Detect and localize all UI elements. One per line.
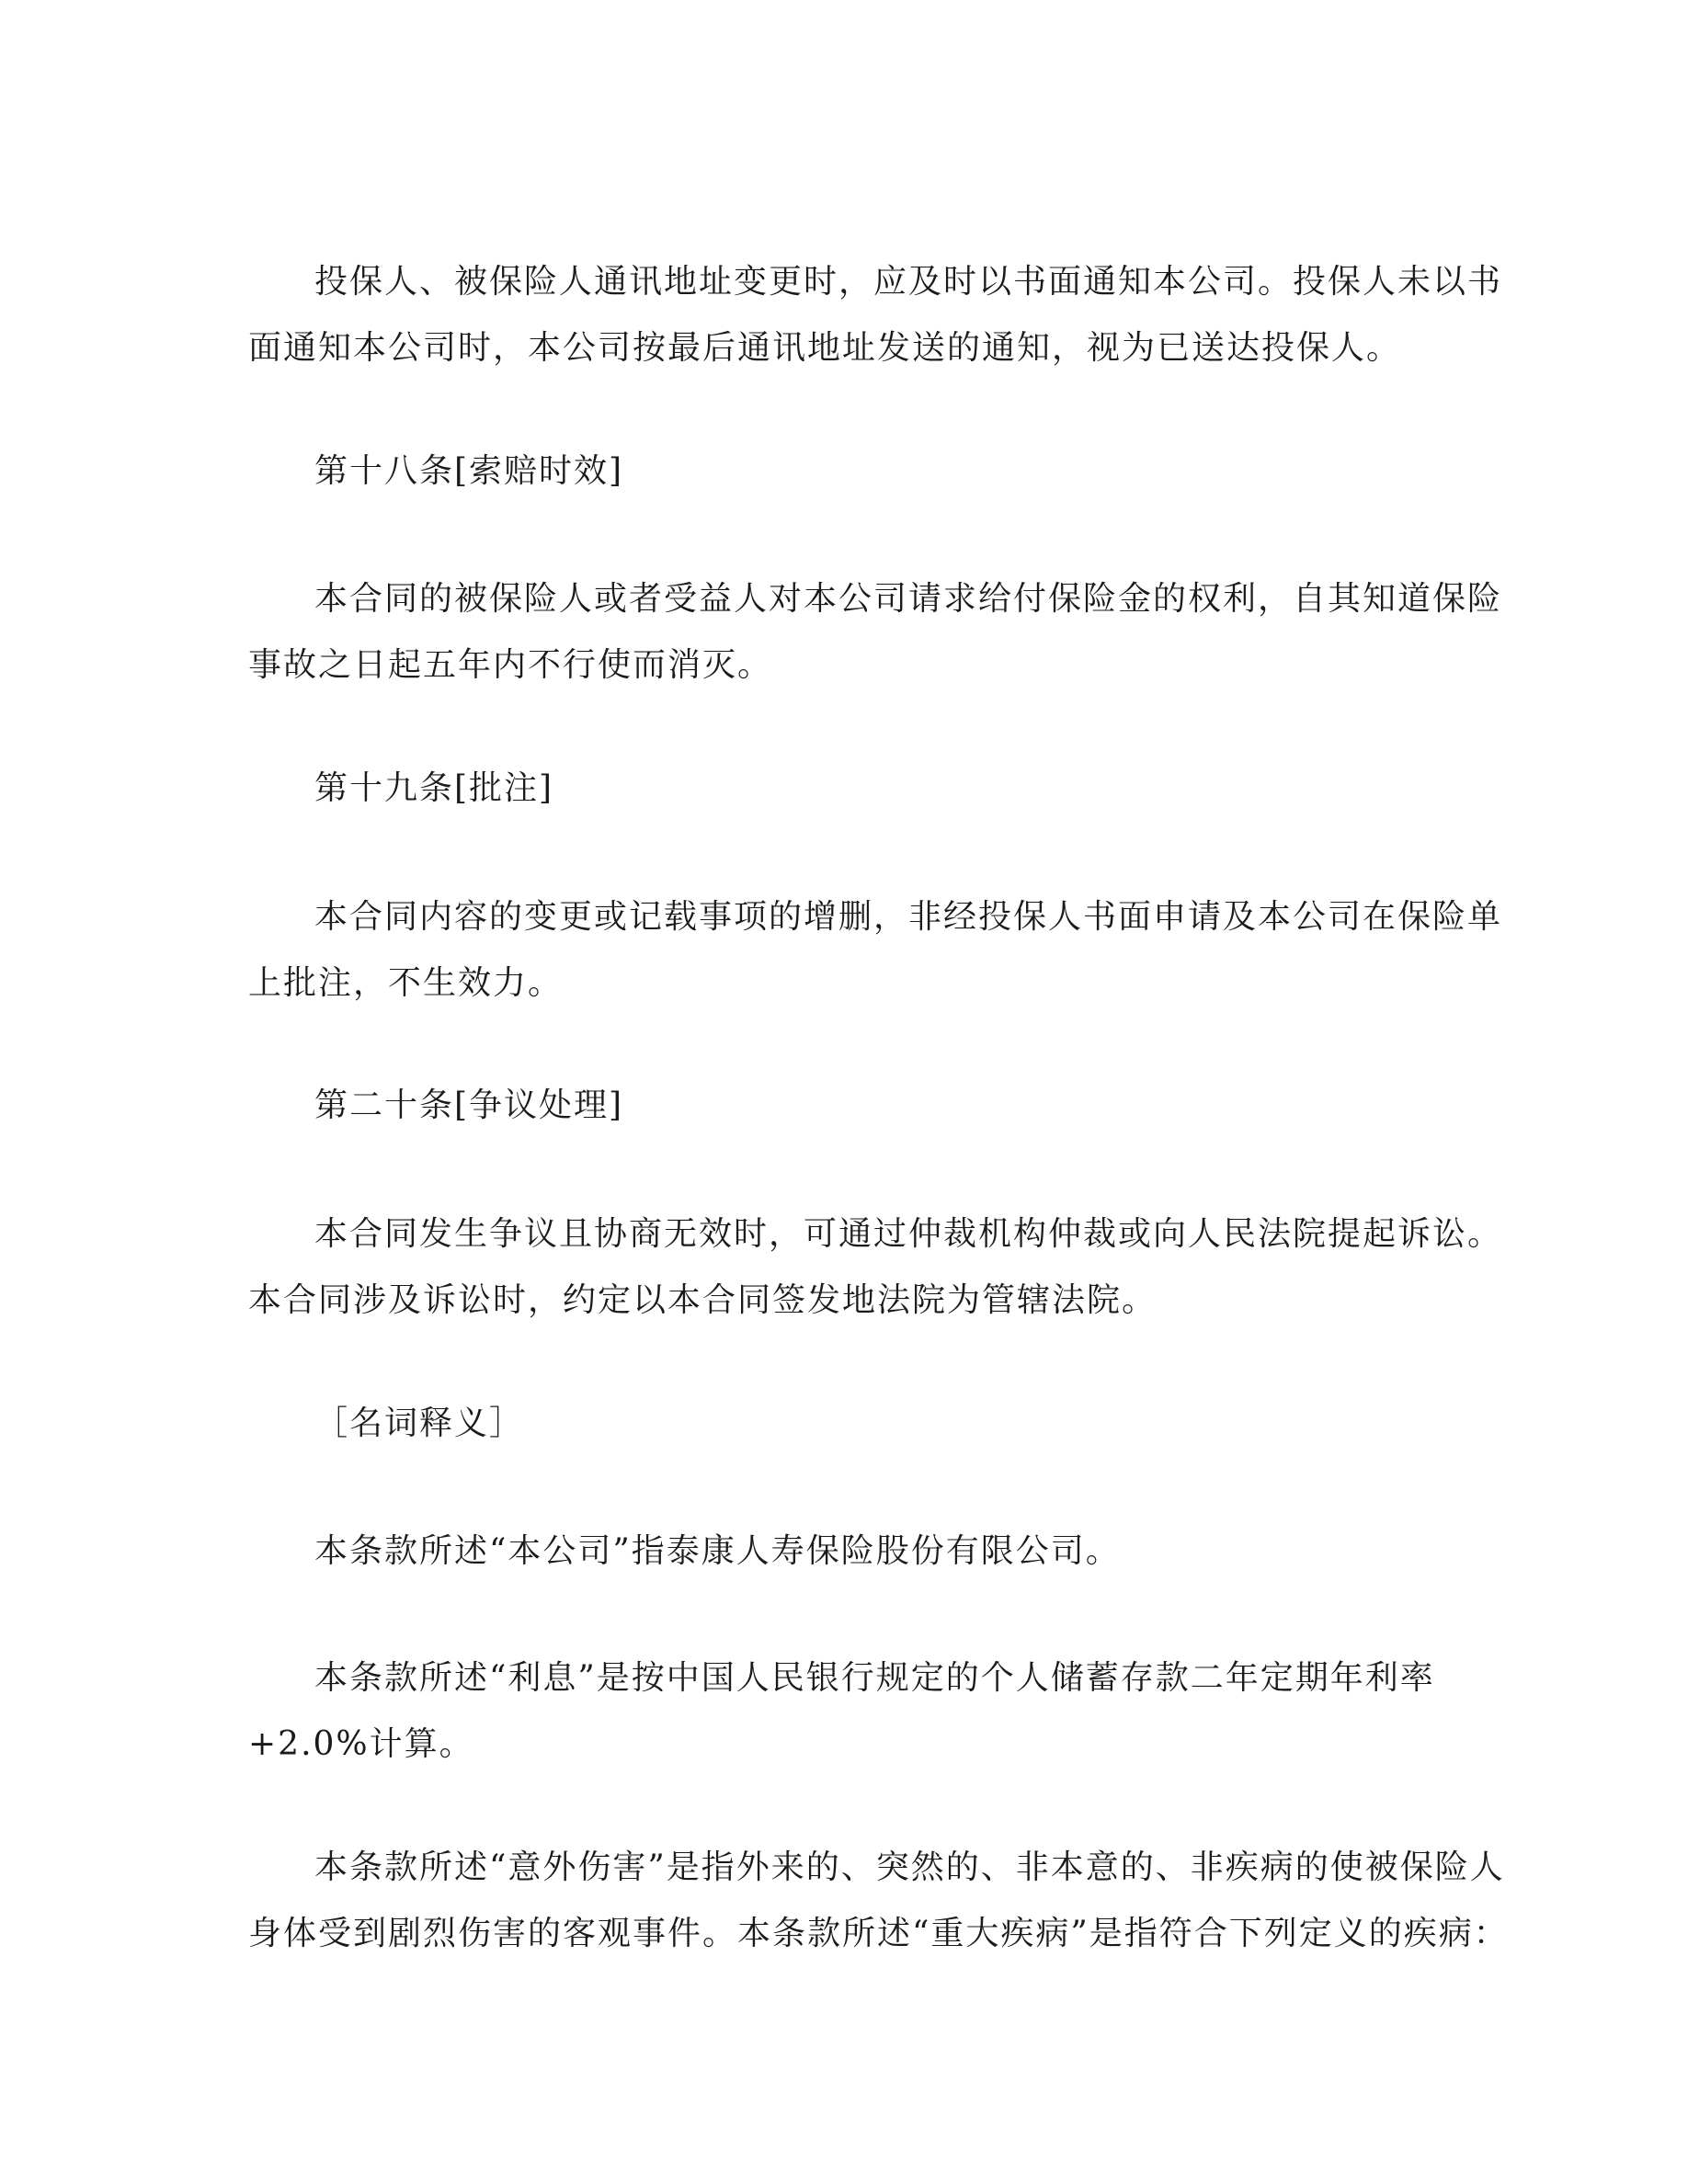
paragraph-endorsement: [248, 884, 1503, 1017]
paragraph-def-company: [248, 1519, 1443, 1585]
text-line: 事故之日起五年内不行使而消灭。: [248, 646, 773, 684]
text-line: 身体受到剧烈伤害的客观事件。本条款所述“重大疾病”是指符合下列定义的疾病：: [248, 1915, 1509, 1952]
text-line: 投保人、被保险人通讯地址变更时，应及时以书面通知本公司。投保人未以书: [314, 263, 1503, 301]
article-20-heading: [248, 1073, 1443, 1139]
heading-text: 第二十条[争议处理]: [314, 1086, 624, 1124]
paragraph-def-accident: [248, 1835, 1509, 1967]
article-19-heading: [248, 756, 1443, 822]
heading-text: ［名词释义］: [314, 1405, 525, 1442]
article-18-heading: [248, 438, 1443, 505]
paragraph-claim-limitation: [248, 566, 1503, 699]
heading-text: 第十八条[索赔时效]: [314, 452, 624, 490]
text-line: +2.0%计算。: [248, 1725, 474, 1763]
paragraph-dispute: [248, 1201, 1503, 1334]
text-line: 面通知本公司时，本公司按最后通讯地址发送的通知，视为已送达投保人。: [248, 329, 1402, 367]
text-line: 本合同发生争议且协商无效时，可通过仲裁机构仲裁或向人民法院提起诉讼。: [314, 1215, 1503, 1253]
text-line: 本合同涉及诉讼时，约定以本合同签发地法院为管辖法院。: [248, 1281, 1158, 1319]
text-line: 上批注，不生效力。: [248, 964, 564, 1002]
text-line: 本合同的被保险人或者受益人对本公司请求给付保险金的权利，自其知道保险: [314, 580, 1503, 618]
text-line: 本条款所述“本公司”指泰康人寿保险股份有限公司。: [314, 1532, 1121, 1570]
paragraph-def-interest: [248, 1645, 1443, 1778]
heading-text: 第十九条[批注]: [314, 769, 554, 807]
text-line: 本条款所述“利息”是按中国人民银行规定的个人储蓄存款二年定期年利率: [314, 1659, 1435, 1697]
text-line: 本合同内容的变更或记载事项的增删，非经投保人书面申请及本公司在保险单: [314, 898, 1503, 936]
paragraph-address-change: [248, 249, 1503, 381]
definitions-heading: [248, 1391, 1443, 1457]
text-line: 本条款所述“意外伤害”是指外来的、突然的、非本意的、非疾病的使被保险人: [314, 1848, 1505, 1886]
